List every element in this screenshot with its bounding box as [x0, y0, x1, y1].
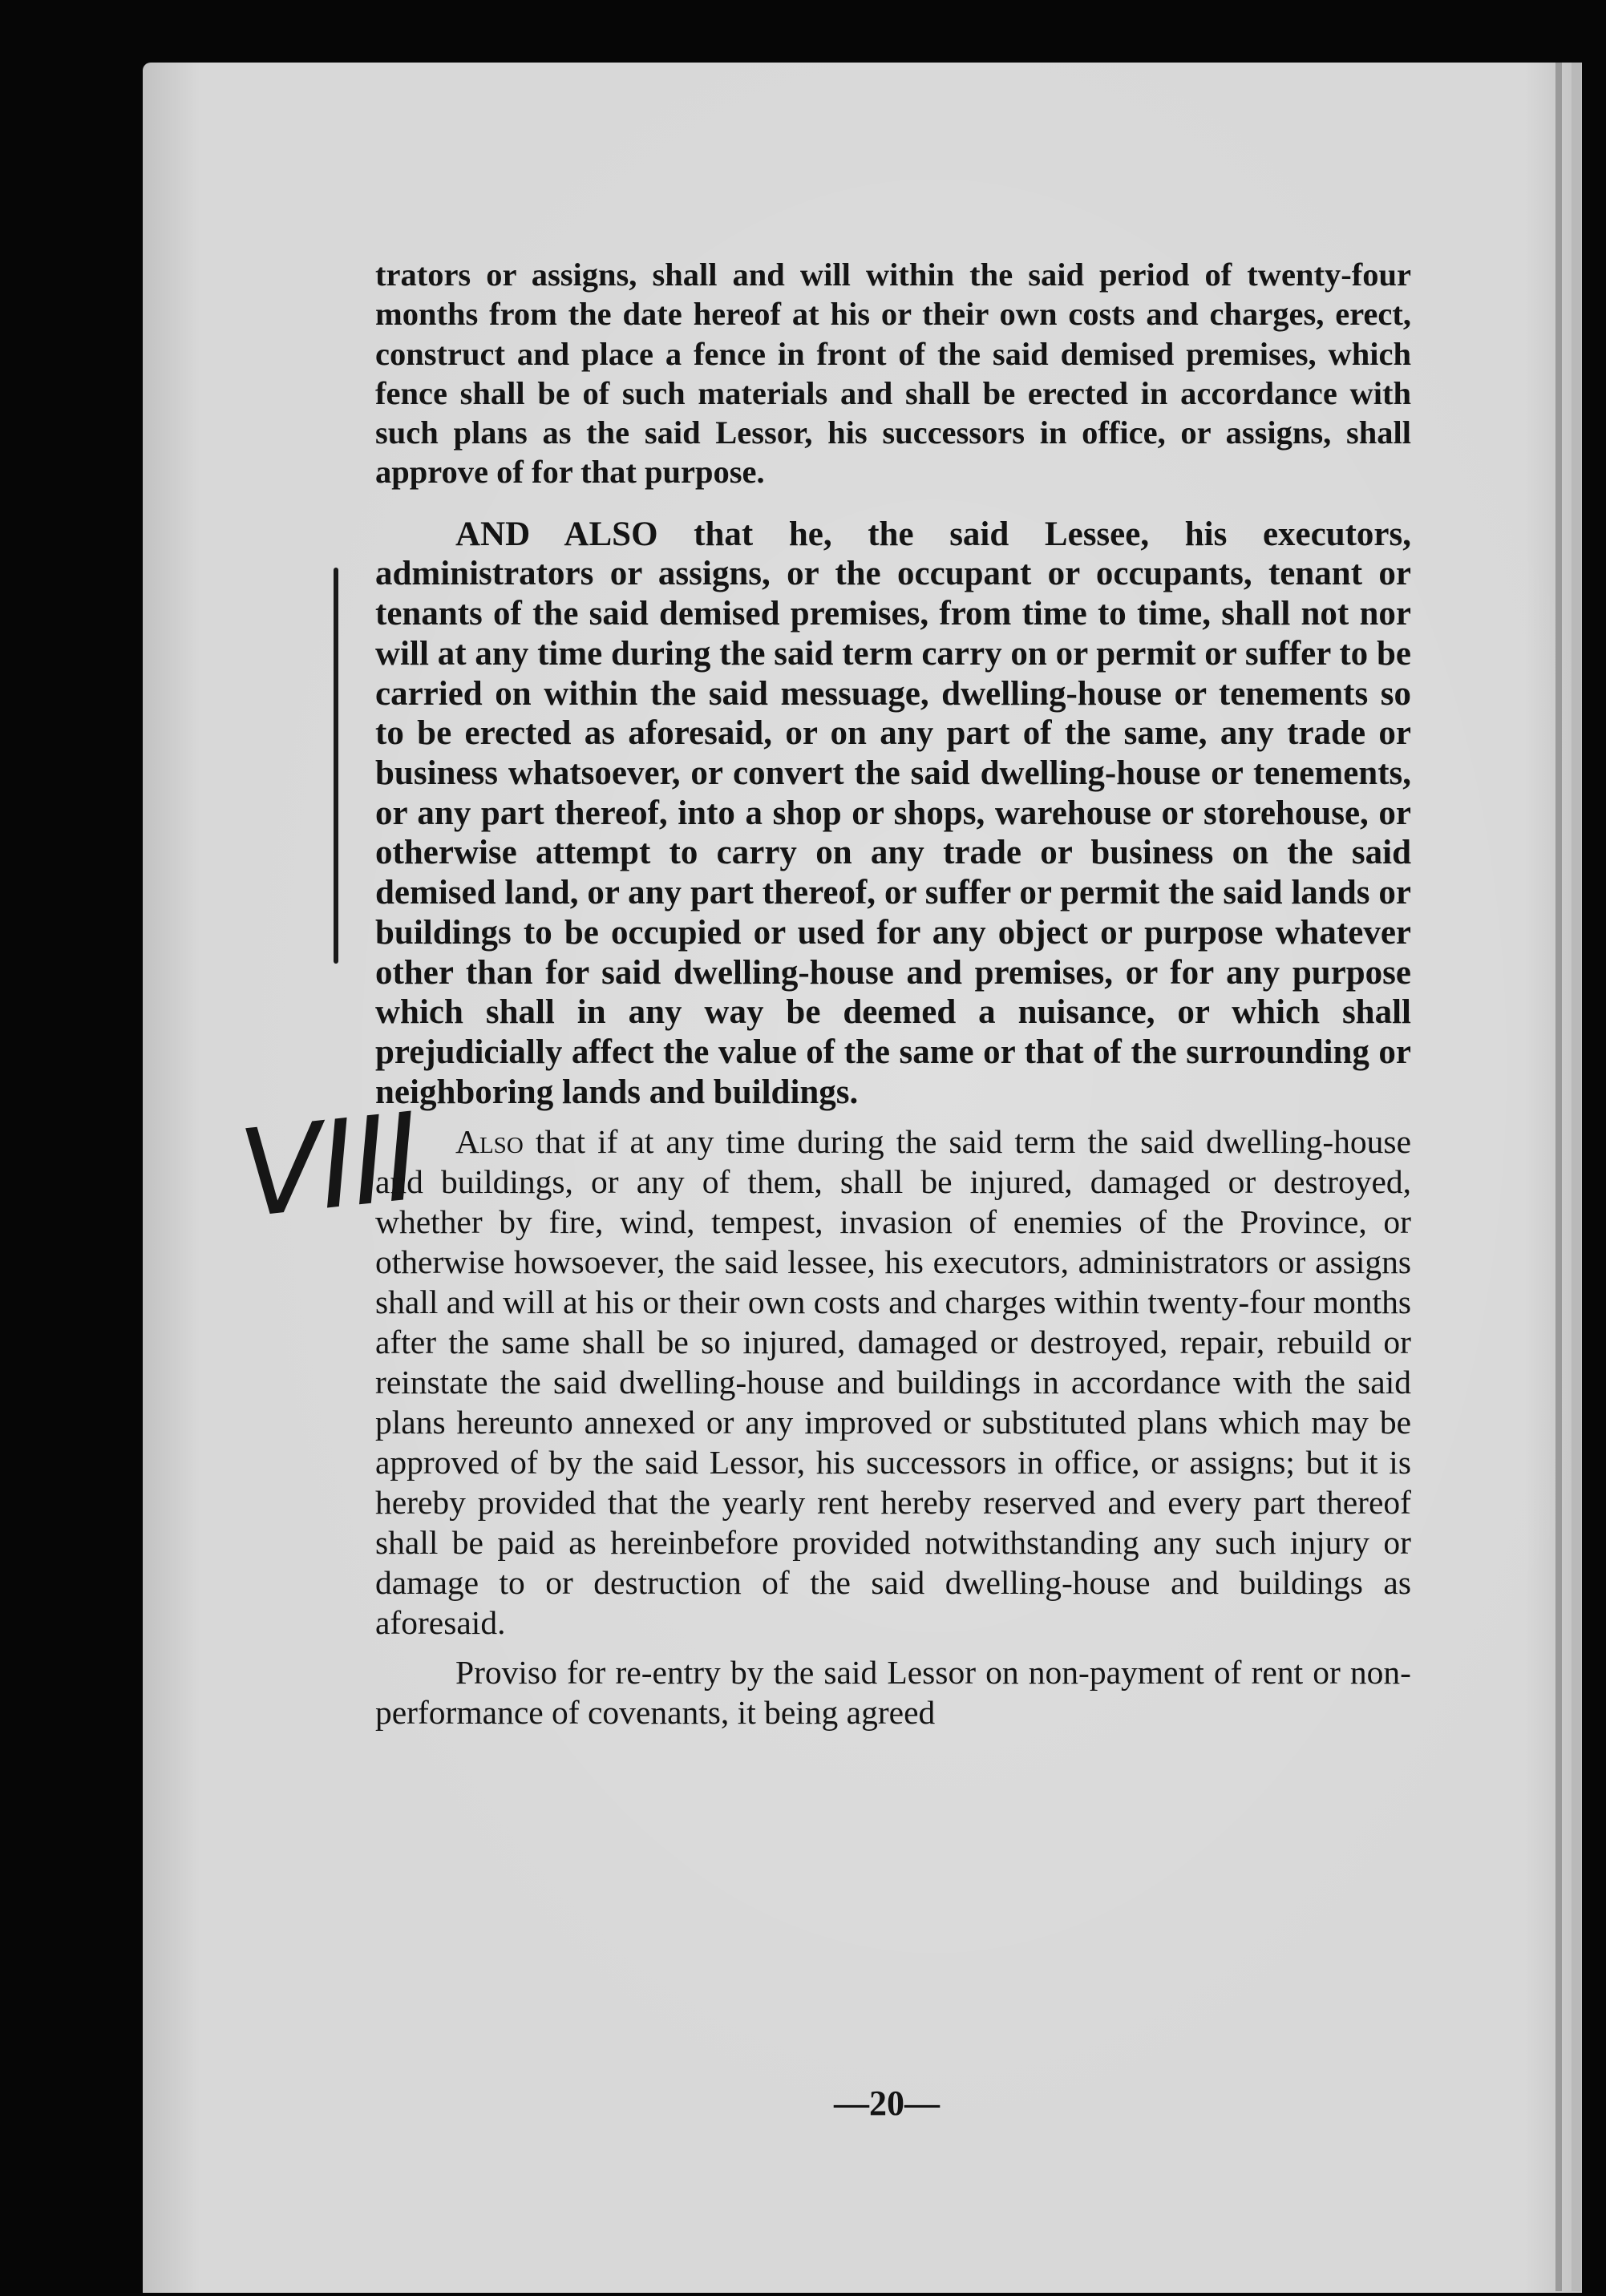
body-text	[375, 255, 1411, 1732]
paragraph-proviso	[375, 1652, 1411, 1732]
paragraph-and-also	[375, 515, 1411, 1113]
page-right-edge	[1572, 63, 1581, 2291]
page-fold-edge	[1555, 63, 1562, 2291]
paragraph-text: that if at any time during the said term the said dwelling-house and buildings, or any of them, shall be injured, damaged or destroyed, whether by fire, wind, tempest, invasion of enemies of the Province, or otherwise howsoever, the said lessee, his executors, administrators or assigns shall and will at his or their own costs and charges within twenty-four months after the same shall be so injured, damaged or destroyed, repair, rebuild or reinstate the said dwelling-house and buildings in accordance with the said plans hereunto annexed or any improved or substituted plans which may be approved of by the said Lessor, his successors in office, or assigns; but it is hereby provided that the yearly rent hereby reserved and every part thereof shall be paid as hereinbefore provided notwithstanding any such injury or damage to or destruction of the said dwelling-house and buildings as aforesaid.	[375, 1123, 1411, 1642]
paragraph-text: Proviso for re-entry by the said Lessor on non-payment of rent or non-performance of covenants, it being agreed	[375, 1654, 1411, 1732]
margin-vertical-mark	[334, 568, 338, 964]
page-number: —20—	[834, 2084, 940, 2123]
paragraph-also	[375, 1122, 1411, 1643]
paragraph-lead: AND ALSO	[455, 515, 658, 553]
paragraph-text: trators or assigns, shall and will within the said period of twenty-four months from the date hereof at his or their own costs and charges, erect, construct and place a fence in front of the said demised premises, which fence shall be of such materials and shall be erected in accordance with such plans as the said Lessor, his successors in office, or assigns, shall approve of for that purpose.	[375, 257, 1411, 491]
handwritten-margin-note: VIII	[233, 1088, 423, 1245]
paragraph-lead: Also	[455, 1123, 524, 1161]
paragraph-continued	[375, 255, 1411, 492]
paragraph-text: that he, the said Lessee, his executors, administrators or assigns, or the occupant or occupants, tenant or tenants of the said demised premises, from time to time, shall not nor will at any time during the said term carry on or permit or suffer to be carried on within the said messuage, dwelling-house or tenements so to be erected as aforesaid, or on any part of the same, any trade or business whatsoever, or convert the said dwelling-house or tenements, or any part thereof, into a shop or shops, warehouse or storehouse, or otherwise attempt to carry on any trade or business on the said demised land, or any part thereof, or suffer or permit the said lands or buildings to be occupied or used for any object or purpose whatever other than for said dwelling-house and premises, or for any purpose which shall in any way be deemed a nuisance, or which shall prejudicially affect the value of the same or that of the surrounding or neighboring lands and buildings.	[375, 515, 1412, 1111]
